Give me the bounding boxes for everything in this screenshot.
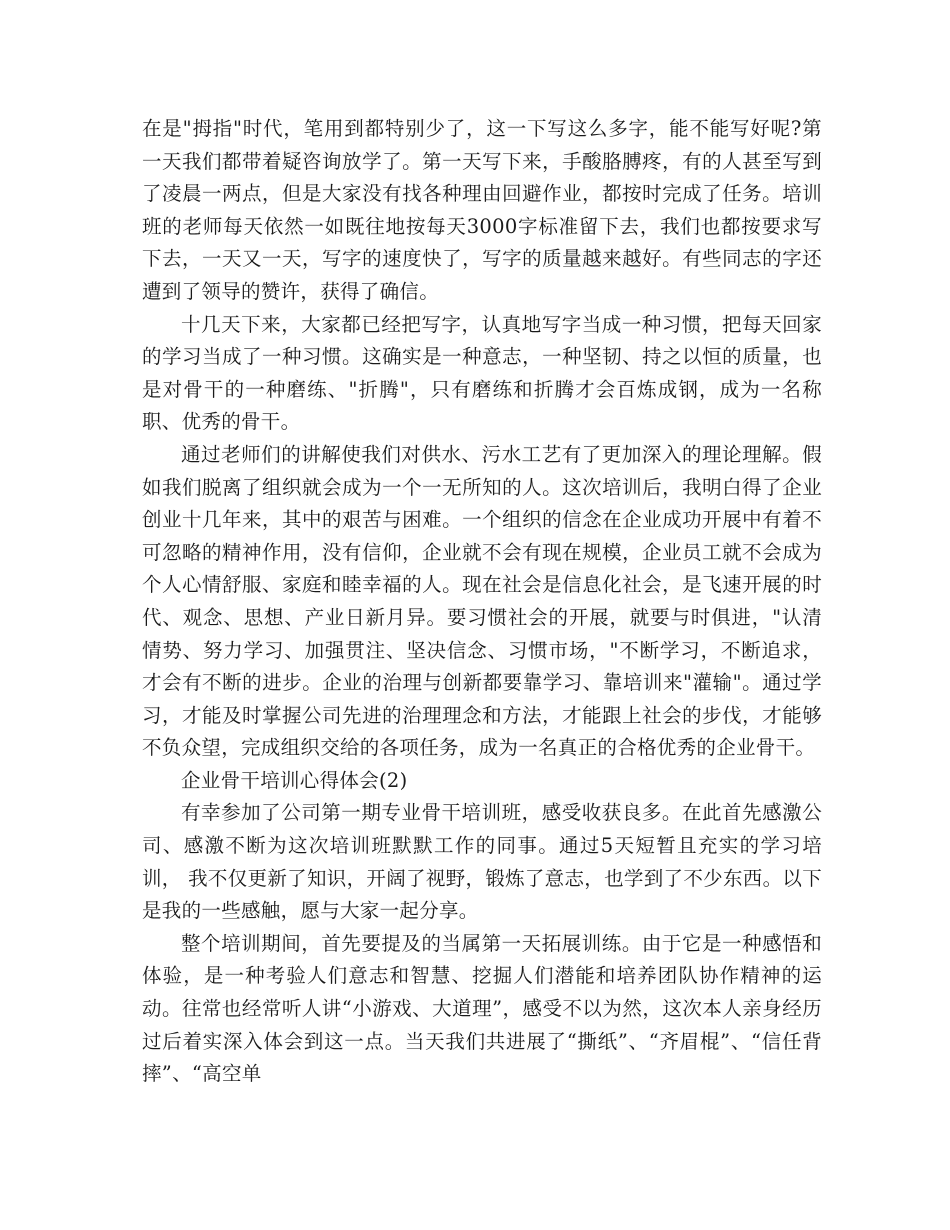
document-body [142,113,822,1091]
section-heading: 企业骨干培训心得体会(2) [181,768,408,792]
paragraph-theory-understanding: 通过老师们的讲解使我们对供水、污水工艺有了更加深入的理论理解。假如我们脱离了组织就会成为一个一无所知的人。这次培训后，我明白得了企业创业十几年来，其中的艰苦与困难。一个组织的信念在企业成功开展中有着不可忽略的精神作用，没有信仰，企业就不会有现在规模，企业员工就不会成为个人心情舒服、家庭和睦幸福的人。现在社会是信息化社会，是飞速开展的时代、观念、思想、产业日新月异。要习惯社会的开展，就要与时俱进，"认清情势、努力学习、加强贯注、坚决信念、习惯市场，"不断学习，不断追求，才会有不断的进步。企业的治理与创新都要靠学习、靠培训来"灌输"。通过学习，才能及时掌握公司先进的治理理念和方法，才能跟上社会的步伐，才能够不负众望，完成组织交给的各项任务，成为一名真正的合格优秀的企业骨干。 [142,442,822,760]
paragraph-habit: 十几天下来，大家都已经把写字，认真地写字当成一种习惯，把每天回家的学习当成了一种习惯。这确实是一种意志，一种坚韧、持之以恒的质量，也是对骨干的一种磨练、"折腾"，只有磨练和折腾才会百炼成钢，成为一名称职、优秀的骨干。 [142,312,822,434]
paragraph-handwriting-practice: 在是"拇指"时代，笔用到都特别少了，这一下写这么多字，能不能写好呢?第一天我们都带着疑咨询放学了。第一天写下来，手酸胳膊疼，有的人甚至写到了凌晨一两点，但是大家没有找各种理由回避作业，都按时完成了任务。培训班的老师每天依然一如既往地按每天3000字标准留下去，我们也都按要求写下去，一天又一天，写字的速度快了，写字的质量越来越好。有些同志的字还遭到了领导的赞许，获得了确信。 [142,117,822,303]
paragraph-outdoor-training: 整个培训期间，首先要提及的当属第一天拓展训练。由于它是一种感悟和体验，是一种考验人们意志和智慧、挖掘人们潜能和培养团队协作精神的运动。往常也经常听人讲“小游戏、大道理”，感受不以为然，这次本人亲身经历过后着实深入体会到这一点。当天我们共进展了“撕纸”、“齐眉棍”、“信任背摔”、“高空单 [142,931,822,1086]
paragraph-training-intro: 有幸参加了公司第一期专业骨干培训班，感受收获良多。在此首先感激公司、感激不断为这次培训班默默工作的同事。通过5天短暂且充实的学习培训， 我不仅更新了知识，开阔了视野，锻炼了意志，也学到了不少东西。以下是我的一些感触，愿与大家一起分享。 [142,801,822,923]
